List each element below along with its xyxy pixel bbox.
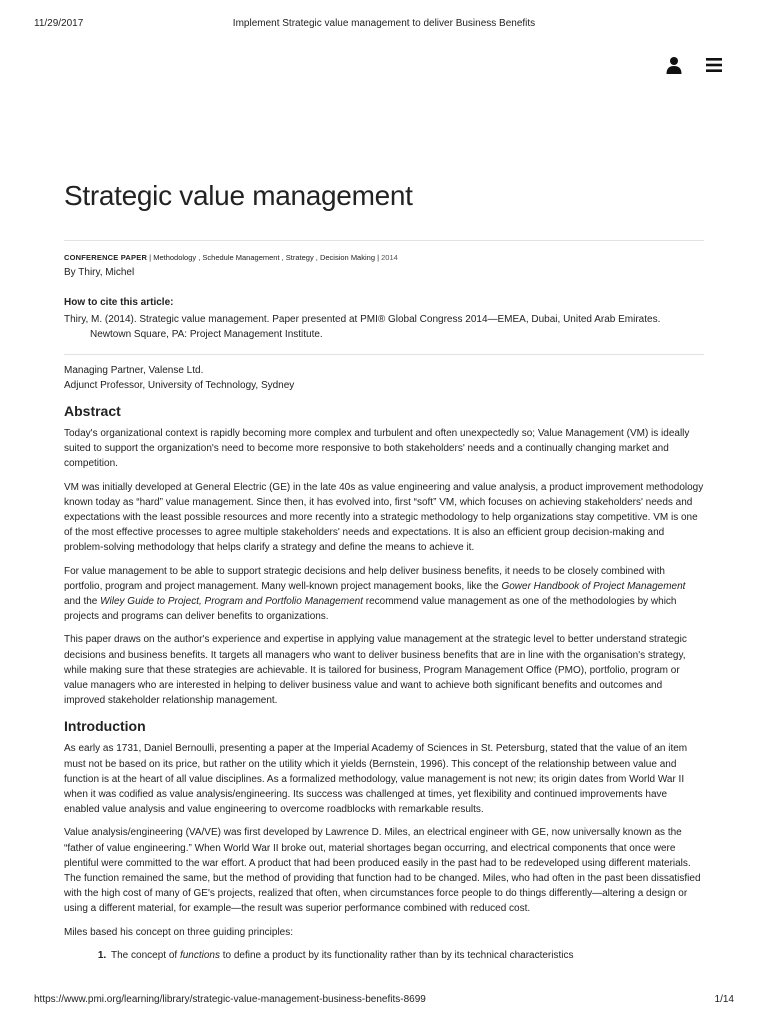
user-icon[interactable] [664, 55, 684, 75]
principles-list [64, 948, 704, 963]
meta-separator: | [147, 253, 154, 262]
hamburger-menu-icon[interactable] [704, 55, 724, 75]
list-item [109, 948, 704, 963]
section-heading-introduction: Introduction [64, 718, 146, 735]
article-categories[interactable]: Methodology , Schedule Management , Strategy , Decision Making [153, 253, 375, 262]
list-item-text: to define a product by its functionality rather than by its technical characteristics [219, 949, 574, 961]
paragraph-text: For value management to be able to support strategic decisions and help deliver business benefits, it needs to be closely combined with portfolio, program and project management. Many well-known project management books, like the [64, 565, 665, 592]
introduction-paragraph: As early as 1731, Daniel Bernoulli, presenting a paper at the Imperial Academy of Sciences in St. Petersburg, stated that the value of an item must not be based on its price, but rather on the utility which it yields (Bernstein, 1996). This concept of the relationship between value and function is at the heart of all value disciplines. As a formalized methodology, value management is not new; its origin dates from World War II when it was codified as value analysis/engineering. Its success was challenged at times, yet flexibility and continued improvements have enabled value analysis and value engineering to overcome roadblocks with remarkable results. [64, 743, 688, 816]
cite-heading: How to cite this article: [64, 297, 174, 308]
author-affiliation [64, 363, 704, 393]
byline: By Thiry, Michel [64, 267, 135, 278]
abstract-paragraph: Today's organizational context is rapidly becoming more complex and turbulent and often unexpectedly so; Value Management (VM) is ideally suited to support the organization's need to become more responsive to both stakeholders' needs and a continually changing market and competition. [64, 428, 690, 470]
introduction-paragraph: Miles based his concept on three guiding principles: [64, 926, 294, 938]
paragraph-text: recommend value management as one of the methodologies by which projects and programs can deliver benefits to organizations. [64, 596, 677, 623]
abstract-paragraph [64, 564, 704, 625]
paragraph-text: and the [64, 596, 101, 608]
page-url: https://www.pmi.org/learning/library/strategic-value-management-business-benefits-8699 [34, 994, 426, 1005]
article [64, 170, 704, 963]
citation-text: Thiry, M. (2014). Strategic value management. Paper presented at PMI® Global Congress 2014—EMEA, Dubai, United Arab Emirates. Newtown Square, PA: Project Management Institute. [64, 314, 661, 340]
list-item-emphasis: functions [179, 949, 220, 961]
affiliation-line: Adjunct Professor, University of Technology, Sydney [64, 380, 295, 391]
divider [64, 240, 704, 241]
book-title: Gower Handbook of Project Management [501, 580, 686, 592]
page-number: 1/14 [714, 994, 734, 1005]
print-date: 11/29/2017 [34, 18, 84, 29]
print-header [0, 18, 768, 32]
print-document-title: Implement Strategic value management to deliver Business Benefits [232, 18, 536, 29]
article-year: 2014 [381, 253, 398, 262]
article-type: CONFERENCE PAPER [64, 253, 148, 262]
page-title: Strategic value management [64, 180, 413, 211]
meta-separator: | [375, 253, 382, 262]
print-footer [0, 994, 768, 1008]
list-item-text: The concept of [111, 949, 180, 961]
book-title: Wiley Guide to Project, Program and Portfolio Management [100, 596, 363, 608]
article-meta [64, 253, 704, 263]
header-icons [664, 55, 724, 75]
abstract-paragraph: This paper draws on the author's experience and expertise in applying value management at the strategic level to better understand strategic decisions and business benefits. It targets all managers who want to deliver business benefits that are in line with the organisation's strategy, while making sure that these strategies are achievable. It is tailored for business, Program Management Office (PMO), portfolio, program or value managers who are interested in helping to deliver business value and want to achieve both significant benefits and outcomes and improved stakeholder relationship management. [64, 634, 687, 707]
section-heading-abstract: Abstract [64, 403, 121, 419]
abstract-paragraph: VM was initially developed at General Electric (GE) in the late 40s as value engineering and value analysis, a product improvement methodology known today as “hard” value management. Since then, it has evolved into, first “soft” VM, which focuses on achieving stakeholders' needs and expectations with the least possible resources and more recently into a strategic methodology to help organizations stay competitive. VM is one of the most effective processes to agree multiple stakeholders' needs and expectations. It is also an efficient group decision-making and problem-solving methodology that helps clarify a strategy and define the means to achieve it. [64, 481, 704, 554]
divider [64, 354, 704, 355]
introduction-paragraph: Value analysis/engineering (VA/VE) was first developed by Lawrence D. Miles, an electrical engineer with GE, now universally known as the “father of value engineering.” When World War II broke out, material shortages began occurring, and electrical components that once were plentiful were committed to the war effort. A product that had been produced easily in the past had to be redeveloped using different materials. The function remained the same, but the method of providing that function had to be changed. Miles, who had often in the past been dissatisfied with the high cost of many of GE's projects, realized that often, when circumstances force people to do things differently—altering a design or using a different material, for example—the result was superior performance combined with reduced cost. [64, 827, 701, 915]
affiliation-line: Managing Partner, Valense Ltd. [64, 365, 204, 376]
